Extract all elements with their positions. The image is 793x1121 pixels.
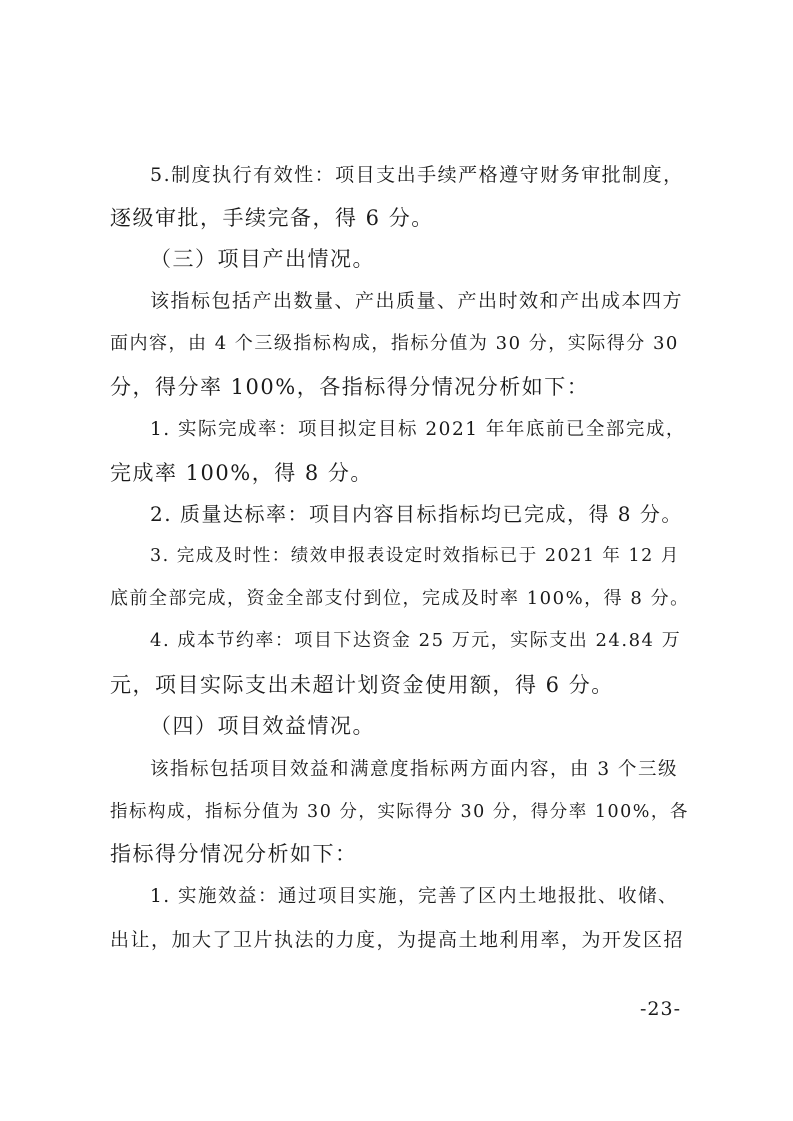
- paragraph-line: 1. 实际完成率：项目拟定目标 2021 年年底前已全部完成，: [150, 419, 686, 440]
- paragraph-line: 5.制度执行有效性：项目支出手续严格遵守财务审批制度，: [150, 164, 684, 186]
- page-number: -23-: [640, 998, 682, 1020]
- section-heading: （三）项目产出情况。: [150, 247, 375, 271]
- paragraph-line: 1. 实施效益：通过项目实施，完善了区内土地报批、收储、: [150, 886, 679, 907]
- paragraph-line: 逐级审批，手续完备，得 6 分。: [110, 206, 434, 230]
- paragraph-line: 面内容，由 4 个三级指标构成，指标分值为 30 分，实际得分 30: [110, 333, 679, 354]
- section-heading: （四）项目效益情况。: [150, 714, 375, 738]
- paragraph-line: 3. 完成及时性：绩效申报表设定时效指标已于 2021 年 12 月: [150, 546, 680, 566]
- paragraph-line: 元，项目实际支出未超计划资金使用额，得 6 分。: [110, 673, 614, 697]
- paragraph-line: 指标得分情况分析如下：: [110, 842, 358, 866]
- paragraph-line: 4. 成本节约率：项目下达资金 25 万元，实际支出 24.84 万: [150, 630, 682, 651]
- paragraph-line: 该指标包括项目效益和满意度指标两方面内容，由 3 个三级: [150, 759, 679, 780]
- paragraph-line: 指标构成，指标分值为 30 分，实际得分 30 分，得分率 100%，各: [110, 802, 689, 822]
- paragraph-line: 出让，加大了卫片执法的力度，为提高土地利用率，为开发区招: [110, 929, 685, 951]
- paragraph-line: 该指标包括产出数量、产出质量、产出时效和产出成本四方: [150, 290, 684, 312]
- paragraph-line: 底前全部完成，资金全部支付到位，完成及时率 100%，得 8 分。: [110, 588, 690, 609]
- paragraph-line: 分，得分率 100%，各指标得分情况分析如下：: [110, 375, 590, 399]
- paragraph-line: 完成率 100%，得 8 分。: [110, 461, 373, 485]
- paragraph-line: 2. 质量达标率：项目内容目标指标均已完成，得 8 分。: [150, 502, 683, 526]
